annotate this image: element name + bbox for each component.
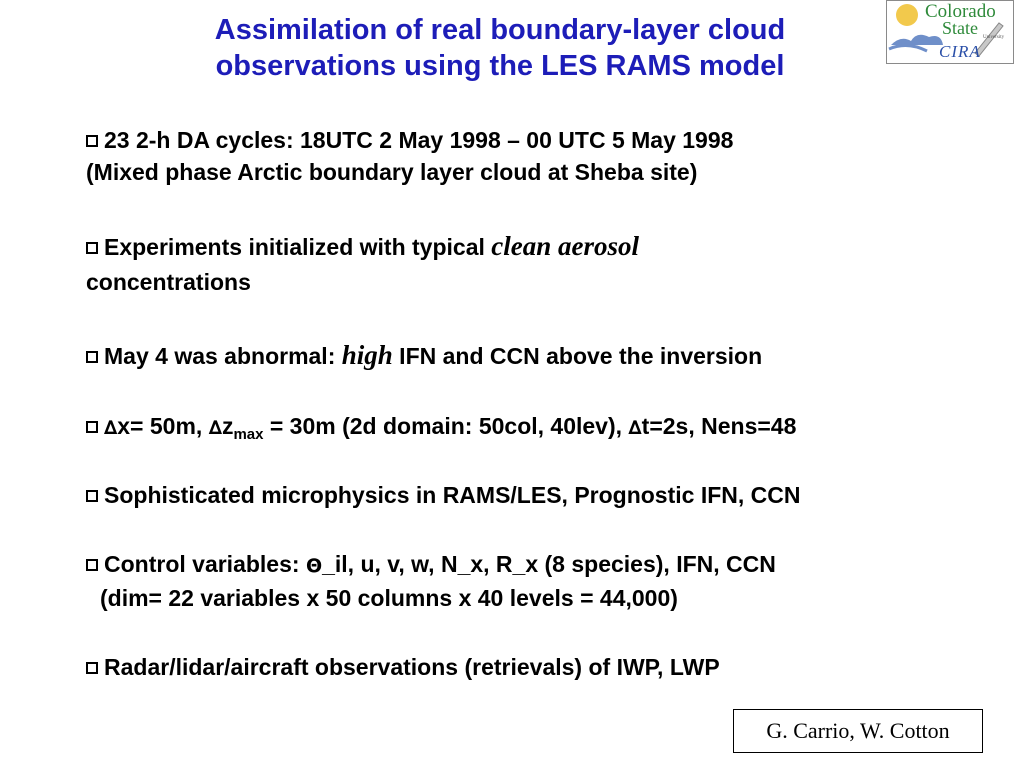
checkbox-bullet-icon — [86, 135, 98, 147]
checkbox-bullet-icon — [86, 242, 98, 254]
bullet-4-z: z — [221, 413, 234, 439]
bullet-3-text-post: IFN and CCN above the inversion — [392, 343, 763, 369]
colorado-state-cira-logo — [886, 0, 1014, 64]
logo-sun-shape — [896, 4, 918, 26]
bullet-3 — [86, 339, 762, 372]
delta-symbol: ∆ — [628, 417, 642, 439]
checkbox-bullet-icon — [86, 351, 98, 363]
bullet-5-text: Sophisticated microphysics in RAMS/LES, Prognostic IFN, CCN — [104, 482, 801, 508]
bullet-6-line-1 — [86, 548, 776, 582]
slide-title-line-1: Assimilation of real boundary-layer cloud — [214, 14, 786, 46]
logo-state-text: State — [942, 18, 978, 38]
logo-colorado-text: Colorado — [925, 1, 996, 22]
logo-cloud-shape — [891, 35, 943, 45]
author-credit-text: G. Carrio, W. Cotton — [766, 718, 950, 743]
bullet-4-subscript: max — [233, 426, 264, 443]
author-credit-box — [733, 709, 983, 753]
bullet-2-line-1 — [86, 230, 639, 263]
bullet-1-text: 23 2-h DA cycles: 18UTC 2 May 1998 – 00 UTC 5 May 1998 — [104, 127, 734, 153]
delta-symbol: ∆ — [208, 417, 222, 439]
checkbox-bullet-icon — [86, 662, 98, 674]
bullet-7 — [86, 651, 720, 683]
logo-cira-text: CIRA — [939, 42, 981, 61]
checkbox-bullet-icon — [86, 421, 98, 433]
theta-symbol: Θ — [305, 555, 323, 577]
bullet-2-emphasis: clean aerosol — [491, 231, 640, 261]
bullet-6-text-post: _il, u, v, w, N_x, R_x (8 species), IFN, CCN — [322, 551, 776, 577]
logo-university-text: University — [983, 35, 1005, 40]
bullet-2-line-2: concentrations — [86, 269, 251, 295]
slide-title — [150, 12, 850, 84]
bullet-4-text-1: x= 50m, — [117, 413, 209, 439]
bullet-6-text-pre: Control variables: — [104, 551, 306, 577]
logo-swoosh-shape — [889, 45, 927, 51]
bullet-4-text-2: = 30m (2d domain: 50col, 40lev), — [263, 413, 629, 439]
slide-title-line-2: observations using the LES RAMS model — [215, 50, 785, 82]
bullet-1-line-1 — [86, 124, 733, 156]
bullet-3-text-pre: May 4 was abnormal: — [104, 343, 342, 369]
bullet-1-line-2: (Mixed phase Arctic boundary layer cloud at Sheba site) — [86, 159, 698, 185]
delta-symbol: ∆ — [104, 417, 118, 439]
checkbox-bullet-icon — [86, 559, 98, 571]
checkbox-bullet-icon — [86, 490, 98, 502]
bullet-3-emphasis: high — [341, 340, 393, 370]
bullet-4-text-3: t=2s, Nens=48 — [641, 413, 797, 439]
bullet-6-line-2: (dim= 22 variables x 50 columns x 40 levels = 44,000) — [100, 585, 678, 611]
bullet-5 — [86, 479, 801, 511]
bullet-7-text: Radar/lidar/aircraft observations (retrievals) of IWP, LWP — [104, 654, 720, 680]
bullet-4 — [86, 410, 796, 451]
bullet-2-text: Experiments initialized with typical — [104, 234, 492, 260]
